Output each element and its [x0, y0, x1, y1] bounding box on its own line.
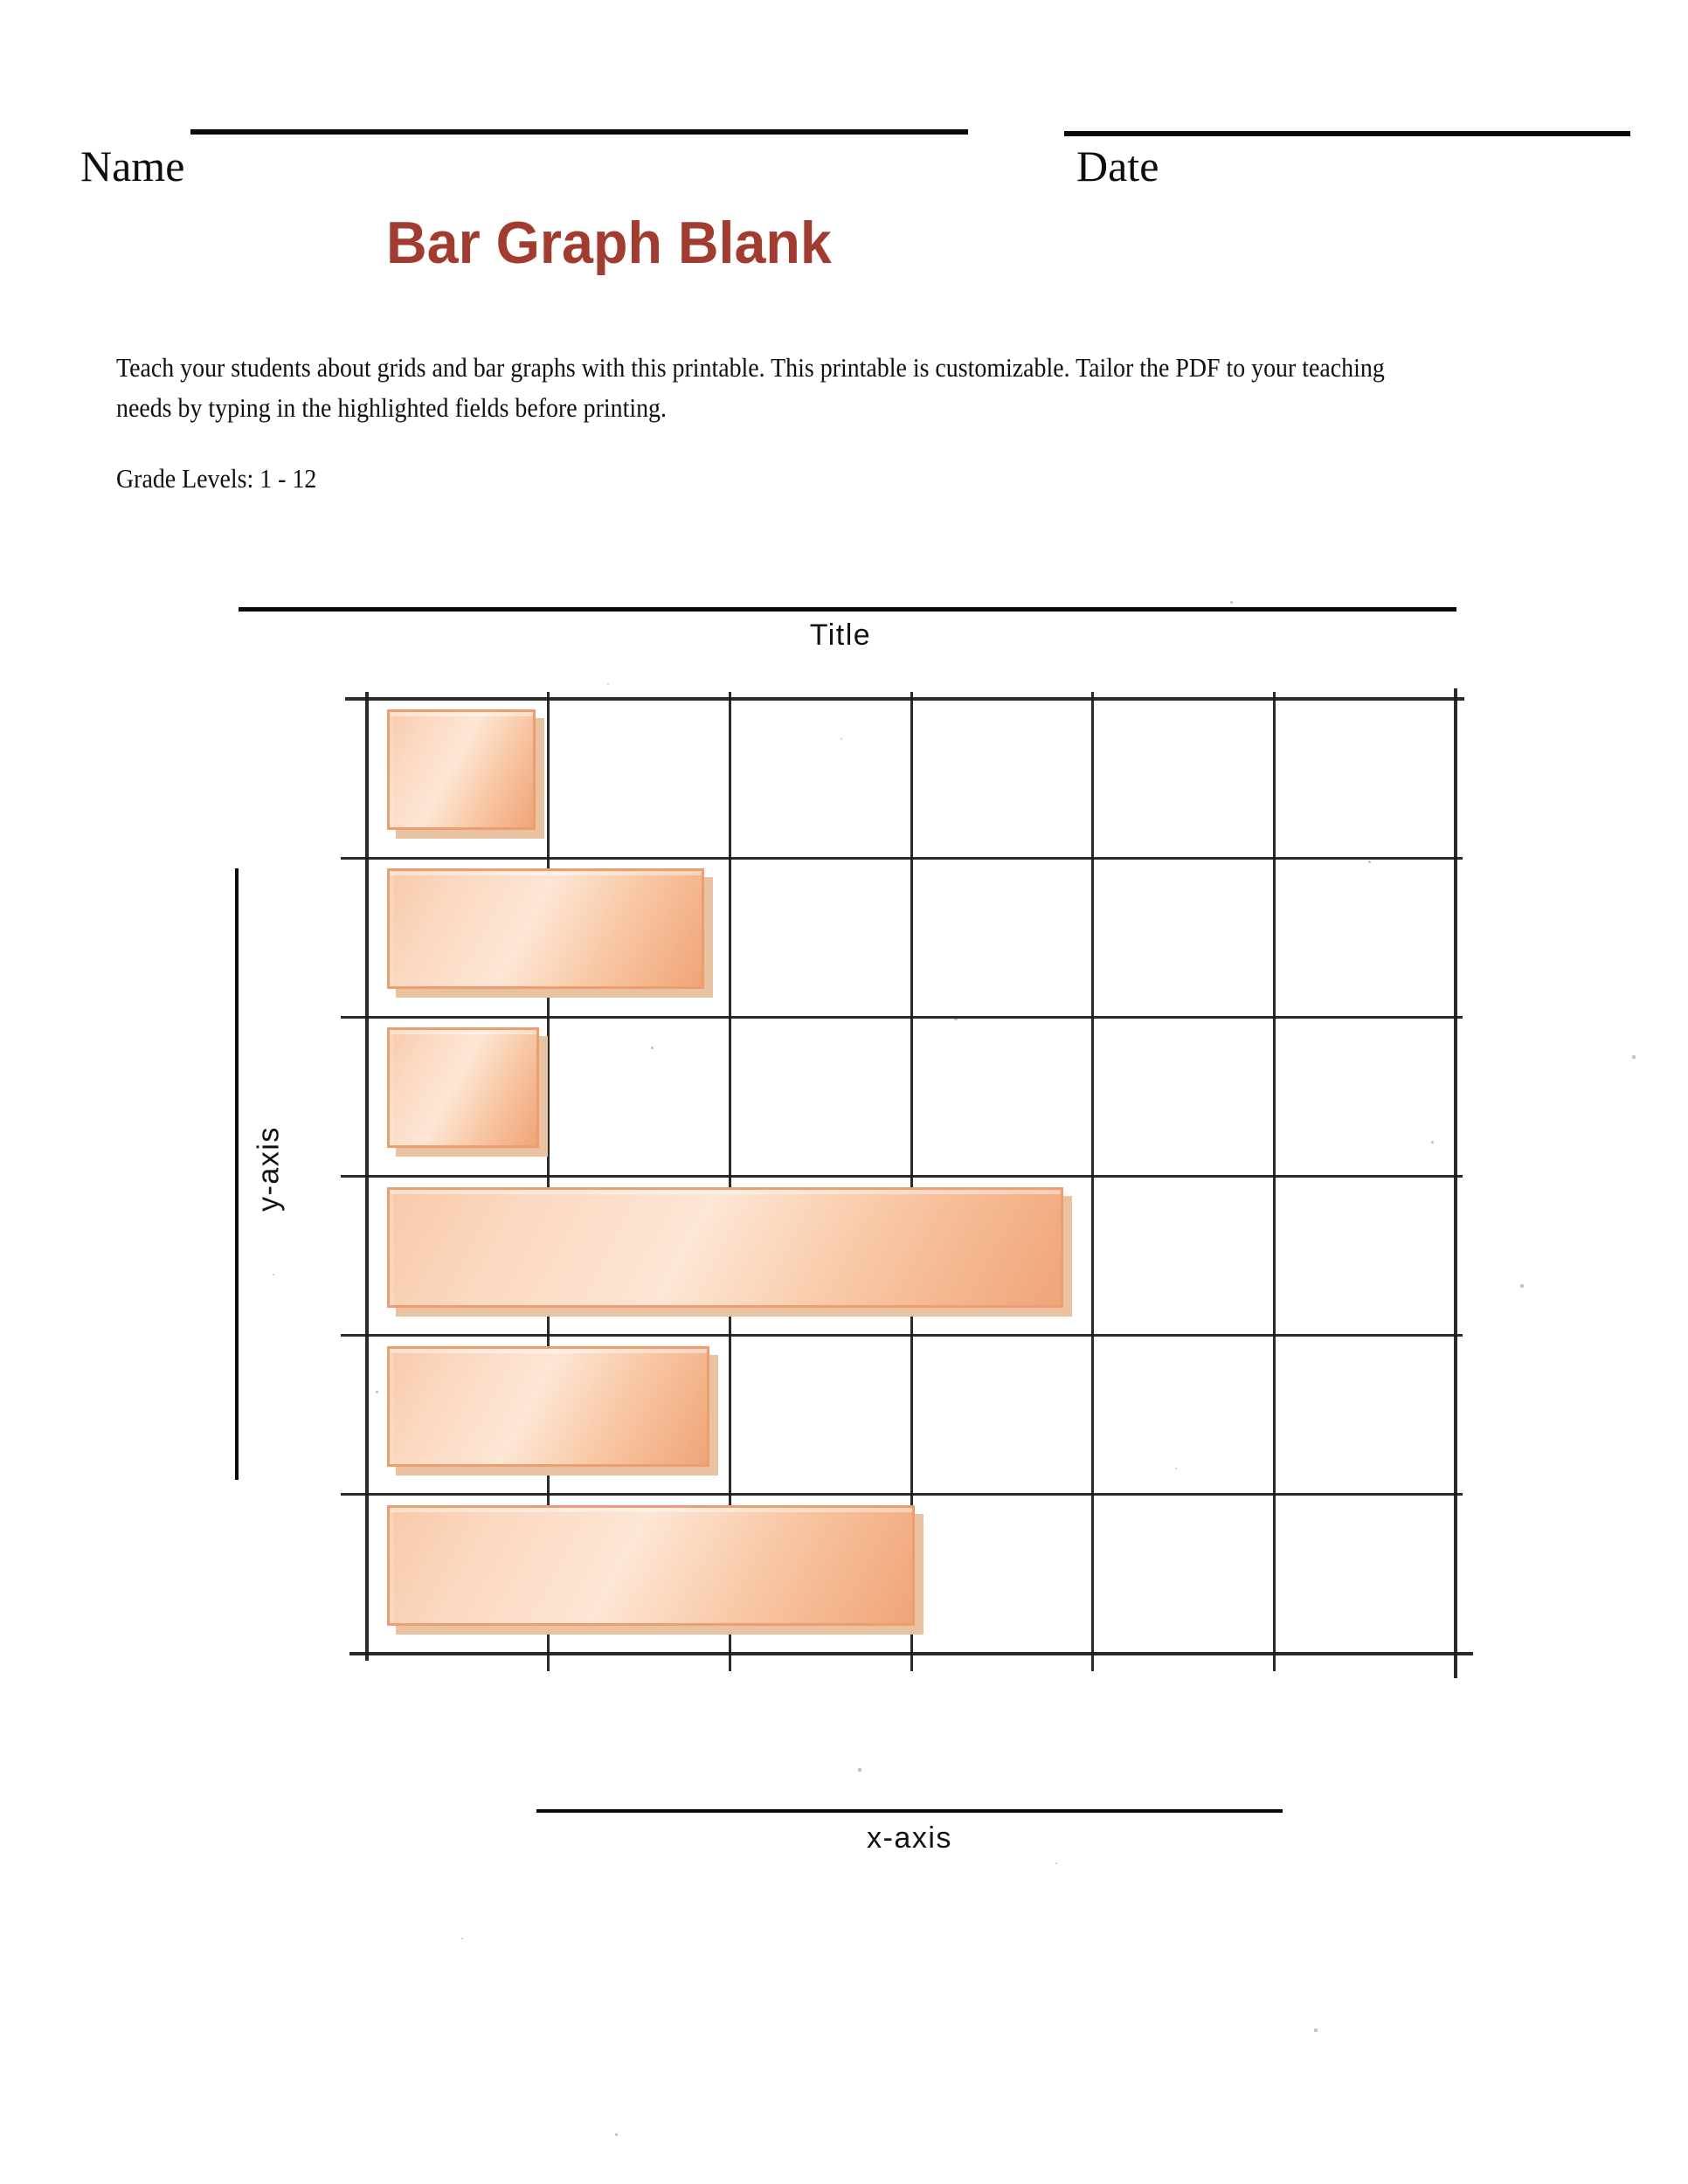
bar-row-6 — [387, 1505, 915, 1626]
scan-speckle — [858, 1768, 861, 1772]
grid-line-horizontal — [341, 1016, 1463, 1019]
scan-speckle — [1431, 1141, 1434, 1144]
date-underline — [1064, 131, 1630, 136]
grid-border-left — [365, 692, 369, 1661]
description — [116, 348, 1385, 428]
description-line-1: Teach your students about grids and bar graphs with this printable. This printable is customizable. Tailor the PDF to your teaching — [116, 352, 1385, 383]
chart-title: Title — [809, 619, 872, 652]
scan-speckle — [1055, 1863, 1057, 1864]
scan-speckle — [461, 1938, 463, 1939]
scan-speckle — [1175, 1468, 1177, 1469]
grid-line-horizontal — [341, 1175, 1463, 1178]
date-label: Date — [1076, 142, 1159, 190]
grid-border-top — [345, 697, 1464, 701]
chart-title-underline — [239, 607, 1456, 612]
grid-border-right — [1454, 688, 1457, 1678]
grid-line-horizontal — [341, 857, 1463, 860]
y-axis-line — [235, 868, 239, 1480]
scan-speckle — [1368, 860, 1371, 863]
page-title: Bar Graph Blank — [386, 210, 832, 276]
bar-row-3 — [387, 1027, 539, 1148]
scan-speckle — [1632, 1055, 1636, 1059]
name-label: Name — [80, 142, 185, 190]
plot-grid — [367, 699, 1456, 1654]
scan-speckle — [376, 1391, 378, 1393]
bar-row-4 — [387, 1187, 1064, 1308]
grid-line-horizontal — [341, 1334, 1463, 1337]
scan-speckle — [1230, 601, 1233, 604]
name-underline — [190, 129, 968, 135]
bar-row-5 — [387, 1346, 710, 1467]
x-axis-line — [536, 1809, 1283, 1813]
scan-speckle — [273, 1274, 274, 1275]
grid-line-vertical — [1091, 692, 1094, 1671]
bar-row-1 — [387, 709, 536, 830]
y-axis-label: y-axis — [252, 1126, 286, 1212]
scan-speckle — [1520, 1284, 1524, 1288]
grid-line-vertical — [1273, 692, 1276, 1671]
grid-line-horizontal — [341, 1493, 1463, 1496]
bar-row-2 — [387, 868, 704, 989]
scan-speckle — [841, 738, 842, 740]
grid-border-bottom — [349, 1652, 1473, 1655]
scan-speckle — [615, 2133, 618, 2136]
scan-speckle — [1314, 2028, 1318, 2032]
description-line-2: needs by typing in the highlighted fields before printing. — [116, 392, 667, 423]
scan-speckle — [607, 683, 609, 685]
grade-levels: Grade Levels: 1 - 12 — [116, 463, 317, 494]
x-axis-label: x-axis — [867, 1821, 952, 1855]
scan-speckle — [651, 1047, 654, 1049]
scan-speckle — [954, 1017, 958, 1020]
